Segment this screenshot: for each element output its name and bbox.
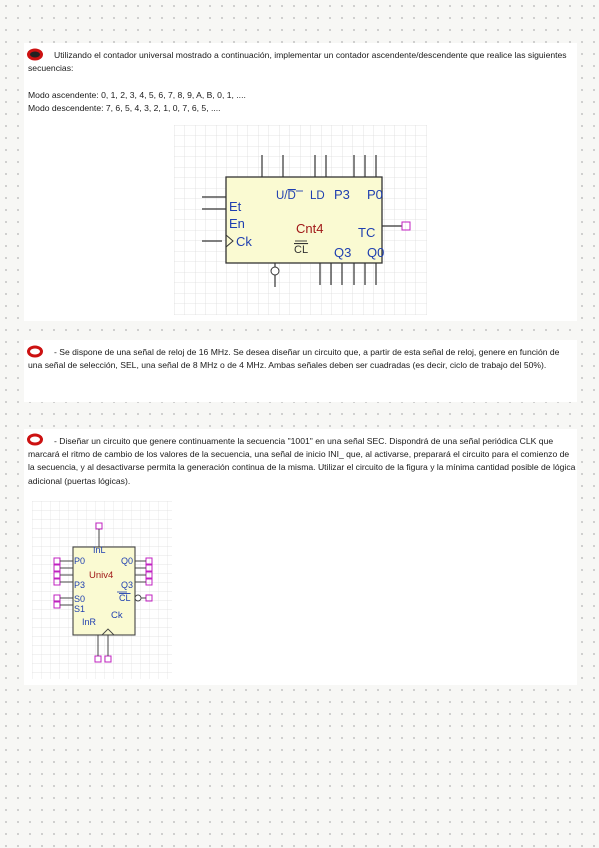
cnt4-label-q3: Q3 bbox=[334, 245, 352, 260]
univ4-label-name: Univ4 bbox=[89, 570, 114, 581]
cnt4-label-name: Cnt4 bbox=[296, 221, 324, 236]
cnt4-label-ld: LD bbox=[310, 190, 325, 202]
cnt4-counter-diagram bbox=[174, 125, 427, 315]
descending-sequence: Modo descendente: 7, 6, 5, 4, 3, 2, 1, 0, 7, 6, 5, .... bbox=[28, 103, 221, 113]
cnt4-label-q0: Q0 bbox=[367, 245, 385, 260]
univ4-label-s1: S1 bbox=[74, 604, 86, 614]
univ4-label-cl: CL bbox=[119, 593, 131, 603]
univ4-label-inl: InL bbox=[93, 545, 106, 555]
question-3-text: - Diseñar un circuito que genere continuamente la secuencia "1001" en una señal SEC. Dispondrá de una señal periódica CLK que marcará el ritmo de cambio de los valores de la secuencia, una señal de inicio INI_ que, al activarse, preparará el circuito para el comienzo de la secuencia, y al desactivarse permita la generación continua de la misma. Utilizar el circuito de la figura y la mínima cantidad posible de lógica adicional (puertas lógicas). bbox=[28, 436, 576, 486]
ascending-sequence: Modo ascendente: 0, 1, 2, 3, 4, 5, 6, 7, 8, 9, A, B, 0, 1, .... bbox=[28, 90, 246, 100]
cnt4-label-ck: Ck bbox=[236, 234, 252, 249]
question-card-1 bbox=[24, 43, 577, 321]
univ4-register-diagram bbox=[32, 501, 172, 679]
question-card-2 bbox=[24, 340, 577, 402]
cnt4-label-cl: CL bbox=[294, 244, 309, 256]
question-1-text: Utilizando el contador universal mostrado a continuación, implementar un contador ascendente/descendente que realice las siguientes secuencias: bbox=[28, 50, 567, 74]
cnt4-label-tc: TC bbox=[358, 225, 376, 240]
cnt4-label-en: En bbox=[229, 216, 245, 231]
univ4-label-p0: P0 bbox=[74, 556, 86, 566]
question-card-3 bbox=[24, 429, 577, 685]
univ4-label-p3: P3 bbox=[74, 580, 86, 590]
univ4-label-ck: Ck bbox=[111, 610, 123, 621]
cnt4-label-et: Et bbox=[229, 199, 242, 214]
question-2-text: - Se dispone de una señal de reloj de 16 MHz. Se desea diseñar un circuito que, a partir de esta señal de reloj, genere en función de una señal de selección, SEL, una señal de 8 MHz o de 4 MHz. Ambas señales deben ser cuadradas (es decir, ciclo de trabajo del 50%). bbox=[28, 347, 560, 371]
cnt4-label-p0: P0 bbox=[367, 187, 383, 202]
cnt4-label-p3: P3 bbox=[334, 187, 350, 202]
cnt4-label-ud: U/D bbox=[276, 190, 296, 202]
univ4-label-q0: Q0 bbox=[121, 556, 134, 566]
univ4-label-inr: InR bbox=[82, 617, 97, 627]
univ4-label-q3: Q3 bbox=[121, 580, 134, 590]
univ4-label-s0: S0 bbox=[74, 594, 86, 604]
